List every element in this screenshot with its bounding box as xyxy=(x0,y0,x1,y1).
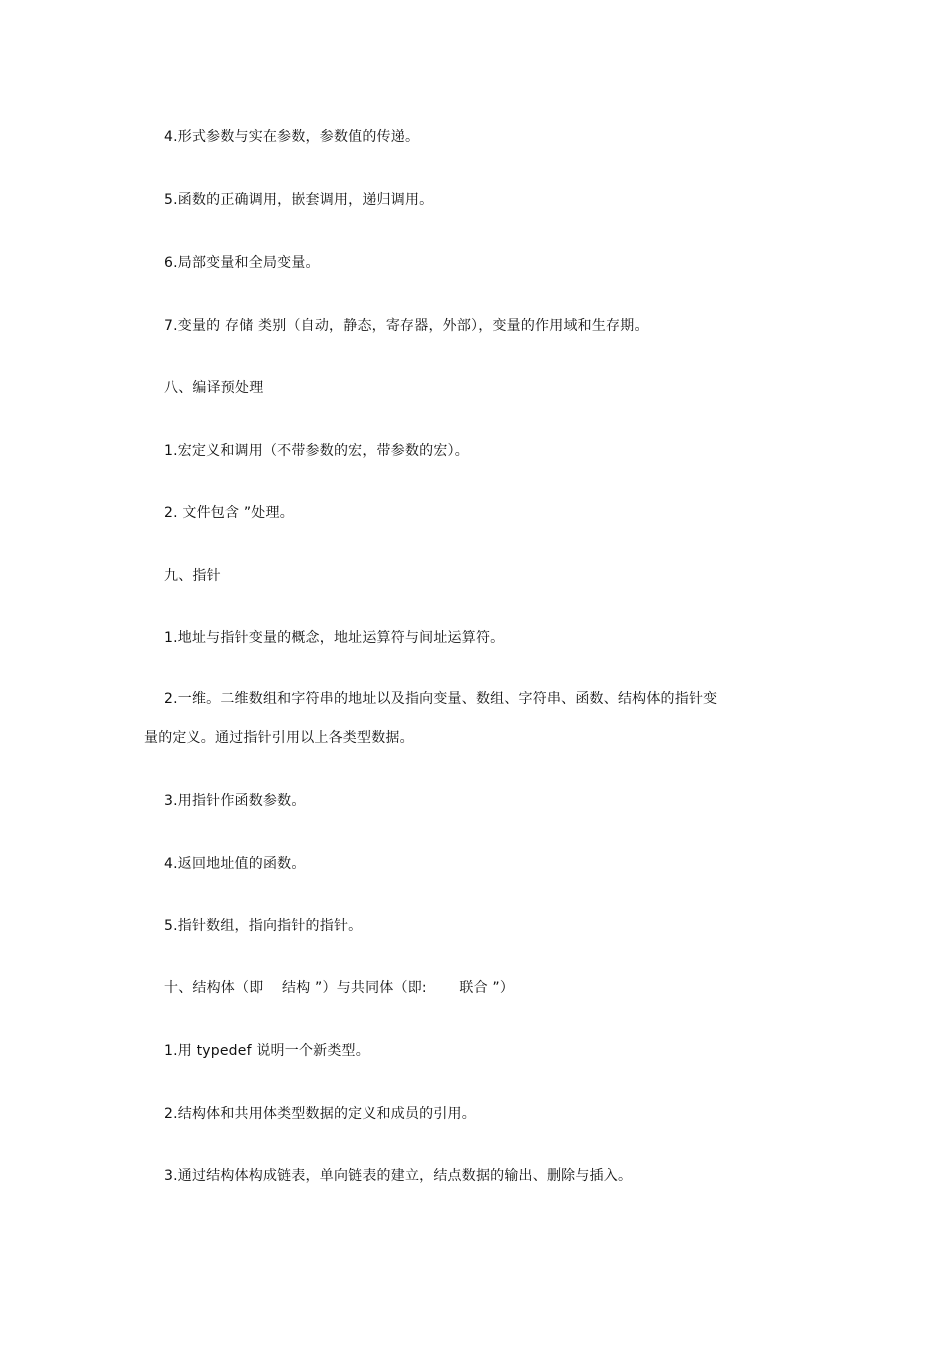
text-line: 1.宏定义和调用（不带参数的宏，带参数的宏）。 xyxy=(164,443,469,459)
text-line: 5.指针数组，指向指针的指针。 xyxy=(164,918,363,934)
text-line: 2. 文件包含 ”处理。 xyxy=(164,505,294,521)
text-line: 2.一维。二维数组和字符串的地址以及指向变量、数组、字符串、函数、结构体的指针变 xyxy=(164,691,718,707)
text-line: 1.用 typedef 说明一个新类型。 xyxy=(164,1043,370,1059)
text-line: 4.返回地址值的函数。 xyxy=(164,856,306,872)
text-line: 3.用指针作函数参数。 xyxy=(164,793,306,809)
section-heading: 十、结构体（即 结构 ”）与共同体（即: 联合 ”） xyxy=(164,980,515,996)
text-line: 5.函数的正确调用，嵌套调用，递归调用。 xyxy=(164,192,434,208)
text-line: 6.局部变量和全局变量。 xyxy=(164,255,320,271)
section-heading: 八、编译预处理 xyxy=(164,380,264,396)
text-line: 1.地址与指针变量的概念，地址运算符与间址运算符。 xyxy=(164,630,505,646)
text-line: 7.变量的 存储 类别（自动，静态，寄存器，外部），变量的作用域和生存期。 xyxy=(164,318,649,334)
section-heading: 九、指针 xyxy=(164,568,221,584)
text-line: 4.形式参数与实在参数，参数值的传递。 xyxy=(164,129,420,145)
text-line-continuation: 量的定义。通过指针引用以上各类型数据。 xyxy=(144,730,414,746)
text-line: 2.结构体和共用体类型数据的定义和成员的引用。 xyxy=(164,1106,476,1122)
text-line: 3.通过结构体构成链表，单向链表的建立，结点数据的输出、删除与插入。 xyxy=(164,1168,633,1184)
